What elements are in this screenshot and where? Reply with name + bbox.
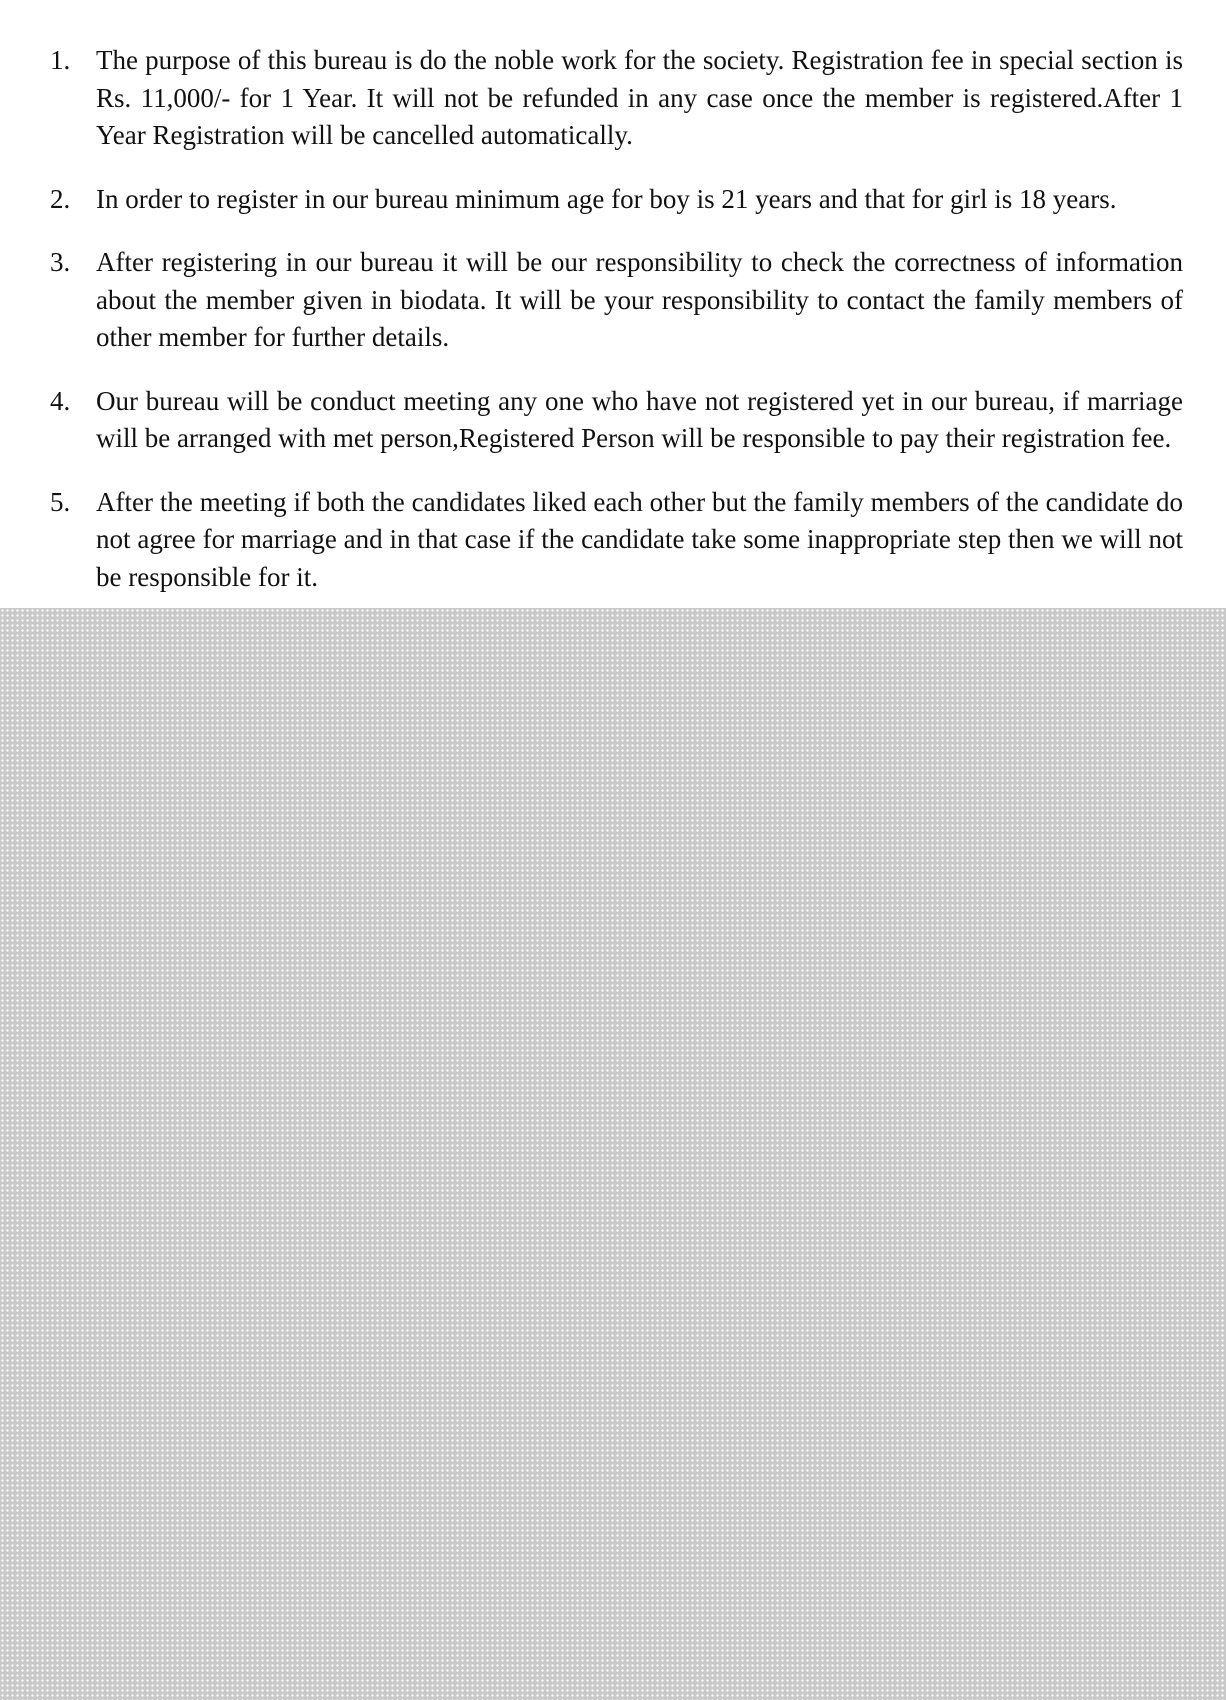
rule-number: 2. bbox=[50, 183, 71, 214]
rule-text: After registering in our bureau it will be our responsibility to check the correctness of information about the member given in biodata. It will be your responsibility to contact the family members of other member for further details. bbox=[96, 247, 1183, 352]
rule-item-4 bbox=[0, 383, 1226, 458]
rule-item-1 bbox=[0, 42, 1226, 155]
rule-item-3 bbox=[0, 244, 1226, 357]
rule-number: 3. bbox=[50, 247, 71, 277]
dotted-overlay bbox=[0, 608, 1226, 1700]
rule-number: 4. bbox=[50, 385, 71, 416]
rule-item-2 bbox=[0, 181, 1226, 219]
rule-text: Our bureau will be conduct meeting any one who have not registered yet in our bureau, if marriage will be arranged with met person,Registered Person will be responsible to pay their registration fee. bbox=[96, 385, 1183, 453]
rule-number: 5. bbox=[50, 486, 71, 517]
rule-text: In order to register in our bureau minimum age for boy is 21 years and that for girl is 18 years. bbox=[96, 183, 1117, 214]
rule-text: The purpose of this bureau is do the noble work for the society. Registration fee in special section is Rs. 11,000/- for 1 Year. It will not be refunded in any case once the member is registered.After 1 Year Registration will be cancelled automatically. bbox=[96, 45, 1183, 150]
rules-list bbox=[0, 42, 1226, 622]
rule-number: 1. bbox=[50, 45, 71, 75]
rule-item-5 bbox=[0, 484, 1226, 597]
rule-text: After the meeting if both the candidates liked each other but the family members of the candidate do not agree for marriage and in that case if the candidate take some inappropriate step then we will not be responsible for it. bbox=[96, 486, 1183, 592]
